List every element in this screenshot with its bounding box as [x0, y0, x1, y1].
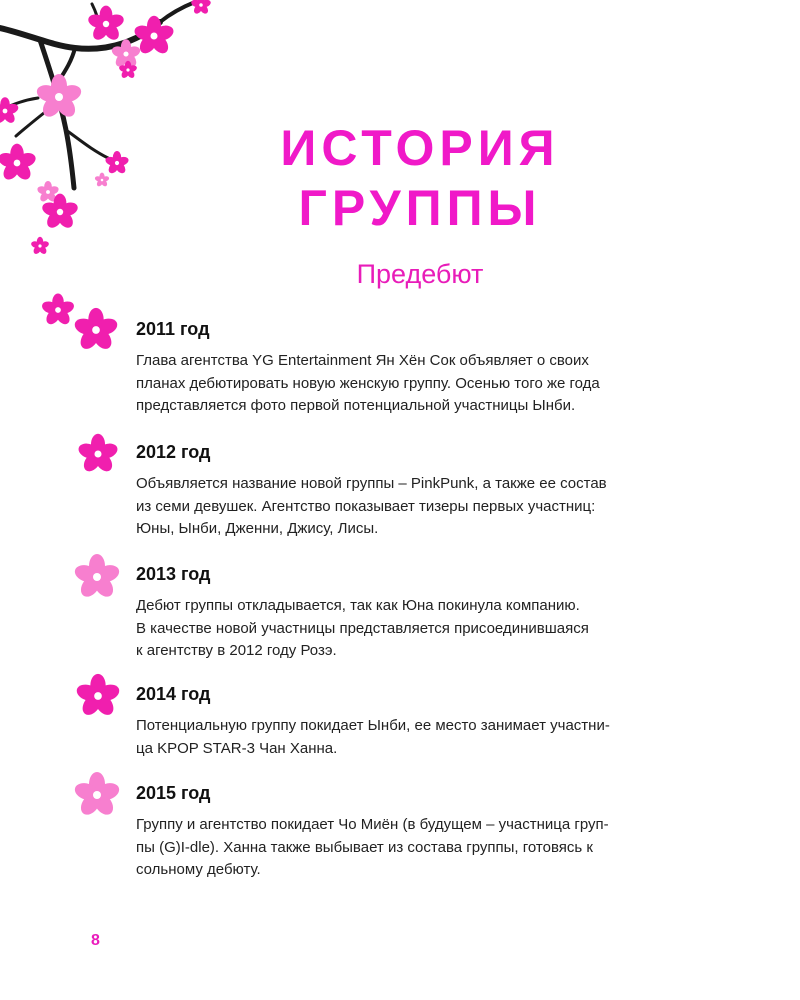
page-title-line: ИСТОРИЯ [280, 120, 560, 176]
blossom-icon [30, 236, 50, 256]
blossom-icon [34, 72, 84, 122]
blossom-icon [72, 306, 120, 354]
entry-line: Дебют группы откладывается, так как Юна покинула компанию. [136, 597, 580, 614]
section-subtitle: Предебют [356, 259, 484, 289]
entry-text [136, 814, 696, 882]
entry-line: Глава агентства YG Entertainment Ян Хён Сок объявляет о своих [136, 352, 589, 369]
entry-line: из семи девушек. Агентство показывает тизеры первых участниц: [136, 497, 596, 515]
entry-line: Группу и агентство покидает Чо Миён (в будущем – участница груп- [136, 816, 609, 833]
entry-line: Потенциальную группу покидает Ынби, ее место занимает участни- [136, 717, 610, 734]
entry-line: В качестве новой участницы представляется присоединившаяся [136, 619, 589, 637]
blossom-icon [0, 96, 20, 126]
blossom-icon [118, 60, 138, 80]
blossom-icon [40, 192, 80, 232]
entry-line: пы (G)I-dle). Ханна также выбывает из состава группы, готовясь к [136, 838, 593, 856]
blossom-icon [40, 292, 76, 328]
entry-text [136, 715, 696, 760]
blossom-icon [76, 432, 120, 476]
entry-year: 2012 год [136, 442, 211, 462]
blossom-icon [190, 0, 212, 16]
blossom-icon [74, 672, 122, 720]
entry-year: 2014 год [136, 684, 211, 704]
page-title-line: ГРУППЫ [298, 180, 542, 236]
entry-line: к агентству в 2012 году Розэ. [136, 642, 337, 659]
page-number: 8 [91, 932, 100, 949]
entry-line: Объявляется название новой группы – PinkPunk, а также ее состав [136, 475, 607, 492]
page-title [200, 118, 640, 238]
entry-year: 2015 год [136, 783, 211, 803]
entry-text [136, 473, 696, 541]
blossom-icon [72, 770, 122, 820]
blossom-icon [72, 552, 122, 602]
entry-line: ца KPOP STAR-3 Чан Ханна. [136, 739, 338, 757]
blossom-icon [94, 172, 110, 188]
blossom-icon [0, 142, 38, 184]
entry-line: планах дебютировать новую женскую группу. Осенью того же года [136, 374, 600, 392]
entry-year: 2011 год [136, 319, 210, 339]
entry-text [136, 595, 696, 663]
entry-line: Юны, Ынби, Дженни, Джису, Лисы. [136, 520, 379, 537]
entry-text [136, 350, 696, 418]
entry-line: сольному дебюту. [136, 861, 261, 878]
entry-year: 2013 год [136, 564, 211, 584]
entry-line: представляется фото первой потенциальной участницы Ынби. [136, 397, 576, 414]
